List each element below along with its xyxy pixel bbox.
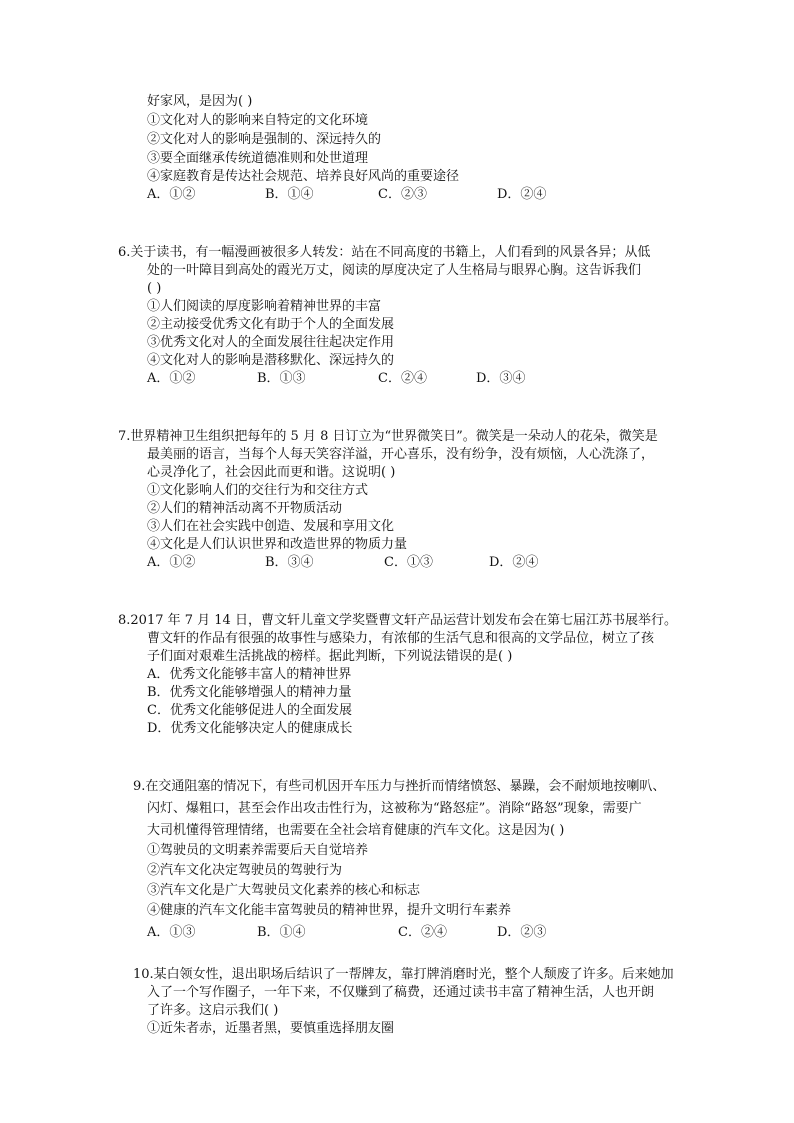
q6-choice-1: ①人们阅读的厚度影响着精神世界的丰富 bbox=[147, 299, 382, 314]
q5-option-a: A．①② bbox=[147, 187, 196, 202]
q8-option-b: B．优秀文化能够增强人的精神力量 bbox=[147, 685, 352, 700]
q8-stem-line-3: 子们面对艰难生活挑战的榜样。据此判断，下列说法错误的是( ) bbox=[147, 649, 513, 664]
q7-choice-4: ④文化是人们认识世界和改造世界的物质力量 bbox=[147, 537, 408, 552]
q7-choice-3: ③人们在社会实践中创造、发展和享用文化 bbox=[147, 519, 395, 534]
q10-choice-1: ①近朱者赤，近墨者黑，要慎重选择朋友圈 bbox=[147, 1021, 395, 1036]
q7-option-a: A．①② bbox=[147, 555, 196, 570]
q5-choice-4: ④家庭教育是传达社会规范、培养良好风尚的重要途径 bbox=[147, 169, 460, 184]
q6-stem-line-2: 处的一叶障目到高处的霞光万丈，阅读的厚度决定了人生格局与眼界心胸。这告诉我们 bbox=[147, 263, 642, 278]
q5-option-d: D．②④ bbox=[497, 187, 547, 202]
q6-option-c: C．②④ bbox=[378, 371, 427, 386]
q9-option-b: B．①④ bbox=[257, 925, 306, 940]
q7-option-b: B．③④ bbox=[265, 555, 314, 570]
q7-stem-line-1: 7.世界精神卫生组织把每年的 5 月 8 日订立为“世界微笑日”。微笑是一朵动人的花朵，微笑是 bbox=[118, 429, 658, 444]
q5-stem-line: 好家风，是因为( ) bbox=[147, 94, 253, 109]
q5-option-b: B．①④ bbox=[265, 187, 314, 202]
q6-choice-2: ②主动接受优秀文化有助于个人的全面发展 bbox=[147, 317, 395, 332]
q10-stem-line-2: 入了一个写作圈子，一年下来，不仅赚到了稿费，还通过读书丰富了精神生活，人也开朗 bbox=[147, 985, 655, 1000]
q7-stem-line-3: 心灵净化了，社会因此而更和谐。这说明( ) bbox=[147, 465, 396, 480]
q7-stem-line-2: 最美丽的语言，当每个人每天笑容洋溢，开心喜乐，没有纷争，没有烦恼，人心洗涤了， bbox=[147, 447, 655, 462]
q10-stem-line-3: 了许多。这启示我们( ) bbox=[147, 1003, 279, 1018]
q5-choice-1: ①文化对人的影响来自特定的文化环境 bbox=[147, 113, 369, 128]
q7-choice-2: ②人们的精神活动离不开物质活动 bbox=[147, 501, 343, 516]
q8-stem-line-1: 8.2017 年 7 月 14 日，曹文轩儿童文学奖暨曹文轩产品运营计划发布会在第七届江苏书展举行。 bbox=[118, 613, 677, 628]
q9-option-a: A．①③ bbox=[147, 925, 196, 940]
q6-options bbox=[147, 370, 667, 388]
q6-stem-line-1: 6.关于读书，有一幅漫画被很多人转发：站在不同高度的书籍上，人们看到的风景各异；从低 bbox=[118, 245, 651, 260]
q5-options bbox=[147, 186, 667, 204]
q6-option-b: B．①③ bbox=[257, 371, 306, 386]
q9-stem-line-2: 闪灯、爆粗口，甚至会作出攻击性行为，这被称为“路怒症”。消除“路怒”现象，需要广 bbox=[147, 801, 642, 816]
q7-choice-1: ①文化影响人们的交往行为和交往方式 bbox=[147, 483, 369, 498]
q8-option-c: C．优秀文化能够促进人的全面发展 bbox=[147, 703, 352, 718]
q8-option-d: D．优秀文化能够决定人的健康成长 bbox=[147, 721, 353, 736]
q9-options bbox=[147, 924, 667, 942]
q8-stem-line-2: 曹文轩的作品有很强的故事性与感染力，有浓郁的生活气息和很高的文学品位，树立了孩 bbox=[147, 631, 655, 646]
q10-stem-line-1: 10.某白领女性，退出职场后结识了一帮牌友，靠打牌消磨时光，整个人颓废了许多。后来她加 bbox=[133, 967, 674, 982]
q6-stem-line-3: ( ) bbox=[147, 281, 162, 296]
q9-choice-1: ①驾驶员的文明素养需要后天自觉培养 bbox=[147, 843, 369, 858]
q7-option-d: D．②④ bbox=[489, 555, 539, 570]
q6-choice-4: ④文化对人的影响是潜移默化、深远持久的 bbox=[147, 353, 395, 368]
q5-choice-2: ②文化对人的影响是强制的、深远持久的 bbox=[147, 132, 382, 147]
q7-option-c: C．①③ bbox=[384, 555, 433, 570]
q9-stem-line-3: 大司机懂得管理情绪，也需要在全社会培育健康的汽车文化。这是因为( ) bbox=[147, 823, 565, 838]
q9-stem-line-1: 9.在交通阻塞的情况下，有些司机因开车压力与挫折而情绪愤怒、暴躁，会不耐烦地按喇叭、 bbox=[133, 779, 666, 794]
q9-option-c: C．②④ bbox=[398, 925, 447, 940]
q8-option-a: A．优秀文化能够丰富人的精神世界 bbox=[147, 667, 352, 682]
q6-option-d: D．③④ bbox=[476, 371, 526, 386]
q6-choice-3: ③优秀文化对人的全面发展往往起决定作用 bbox=[147, 335, 395, 350]
q9-option-d: D．②③ bbox=[497, 925, 547, 940]
q7-options bbox=[147, 554, 667, 572]
q9-choice-3: ③汽车文化是广大驾驶员文化素养的核心和标志 bbox=[147, 883, 421, 898]
q6-option-a: A．①② bbox=[147, 371, 196, 386]
q9-choice-2: ②汽车文化决定驾驶员的驾驶行为 bbox=[147, 863, 343, 878]
q9-choice-4: ④健康的汽车文化能丰富驾驶员的精神世界，提升文明行车素养 bbox=[147, 903, 512, 918]
q5-option-c: C．②③ bbox=[378, 187, 427, 202]
q5-choice-3: ③要全面继承传统道德准则和处世道理 bbox=[147, 151, 369, 166]
